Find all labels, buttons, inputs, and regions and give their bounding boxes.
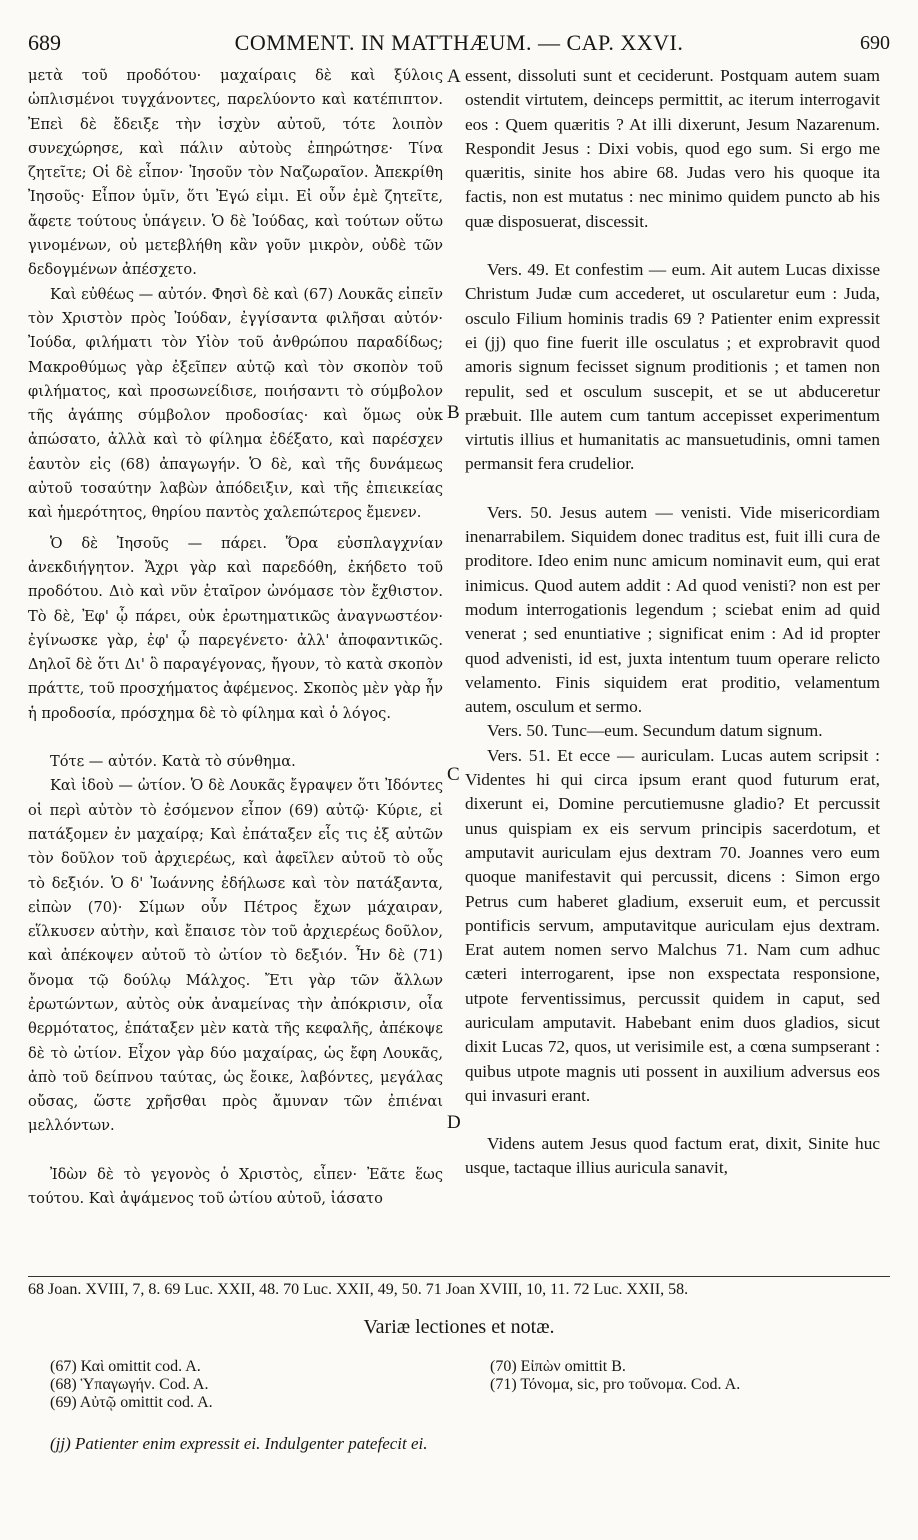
latin-paragraph: Videns autem Jesus quod factum erat, dixit, Sinite huc usque, tactaque illius auricula sanavit, [465, 1134, 880, 1178]
latin-paragraph: Vers. 51. Et ecce — auriculam. Lucas autem scripsit : Videntes hi qui circa ipsum erant quod futurum erat, dixerunt ei, Domine percutiemusne gladio? Et percussit unus quispiam ex eis servum principis sacerdotum, et amputavit auriculam ejus dextram 70. Joannes vero eum quoque manifestavit qui percussit, dicens : Simon ergo Petrus cum haberet gladium, exseruit eum, et percussit pontificis servum, amputavitque auriculam ejus dextram. Erat autem nomen servo Malchus 71. Nam cum adhuc cæteri interrogarent, ipse non exspectata responsione, utpote ferventissimus, percussit quidem in caput, sed auriculam amputavit. Habebant enim duos gladios, sicut dixit Lucas 72, quos, ut verisimile est, a cœna sumpserant : quibus utpote magnis uti possent in auxilium adversus eos qui invasuri erant. [465, 745, 880, 1105]
variant-note: (69) Αὐτῷ omittit cod. A. [50, 1394, 213, 1411]
page-number-left: 689 [28, 30, 61, 55]
margin-letter: A [447, 66, 461, 87]
margin-letter: B [447, 402, 460, 423]
latin-paragraph: Vers. 49. Et confestim — eum. Ait autem Lucas dixisse Christum Judæ cum accederet, ut oscularetur eum : Juda, osculo Filium hominis tradis 69 ? Patienter enim expressit ei (jj) quo fine fuerit ille osculatus ; et exprobravit quod amoris signum fecisset signum proditionis ; et tamen non repulit, sed et osculum suscepit, et se ut abduceretur præbuit. Ille autem cum tantum accepisset experimentum virtutis illius et humanitatis ac mansuetudinis, omni tamen permansit fera crudelior. [465, 260, 880, 474]
variant-note: (71) Τόνομα, sic, pro τοὔνομα. Cod. A. [490, 1376, 741, 1393]
margin-letter: C [447, 764, 460, 785]
greek-paragraph: Ὁ δὲ Ἰησοῦς — πάρει. Ὅρα εὐσπλαγχνίαν ἀνεκδιήγητον. Ἄχρι γὰρ καὶ παρεδόθη, ἐκήδετο τοῦ προδότου. Διὸ καὶ νῦν ἑταῖρον ὠνόμασε τὸν ἔχθιστον. Τὸ δὲ, Ἐφ' ᾧ πάρει, οὐκ ἐρωτηματικῶς ἀναγνωστέον· ἐγίνωσκε γὰρ, ἐφ' ᾧ παρεγένετο· ἀλλ' ἀποφαντικῶς. Δηλοῖ δὲ ὅτι Δι' ὃ παραγέγονας, ἤγουν, τὸ κατὰ σκοπὸν πράττε, τοῦ προσχήματος ἀφέμενος. Σκοπὸς μὲν γὰρ ἦν ἡ προδοσία, πρόσχημα δὲ τὸ φίλημα καὶ ὁ λόγος. [28, 534, 443, 722]
latin-column [465, 64, 880, 1181]
latin-paragraph: Vers. 50. Jesus autem — venisti. Vide misericordiam inenarrabilem. Siquidem donec traditus est, fuit illi cura de proditore. Ideo enim nunc amicum nominavit eum, qui erat inimicus. Quod autem addit : Ad quod venisti? non est per modum interrogationis legendum ; sciebat enim ad quid venerat ; sed enuntiative ; significat enim : Ad id propter quod advenisti, id est, juxta intentum tuum operare relicto velamento. Finis siquidem erat proditio, velamentum autem, osculum et sermo. [465, 502, 880, 717]
latin-paragraph: essent, dissoluti sunt et ceciderunt. Postquam autem suam ostendit virtutem, deinceps permittit, ac iterum interrogavit eos : Quem quæritis ? At illi dixerunt, Jesum Nazarenum. Respondit Jesus : Dixi vobis, quod ego sum. Si ergo me quæritis, sinite hos abire 68. Judas vero his quoque ita factis, non est mutatus : nec minimo quidem puncto ab his quæ disposuerat, discessit. [465, 66, 880, 231]
greek-paragraph: Καὶ εὐθέως — αὐτόν. Φησὶ δὲ καὶ (67) Λουκᾶς εἰπεῖν τὸν Χριστὸν πρὸς Ἰούδαν, ἐγγίσαντα φιλῆσαι αὐτόν· Ἰούδα, φιλήματι τὸν Υἱὸν τοῦ ἀνθρώπου παραδίδως; Μακροθύμως γὰρ ἐξεῖπεν αὐτῷ καὶ τὸν σκοπὸν τοῦ φιλήματος, καὶ προσωνείδισε, ποιήσαντι τὸ σύμβολον τῆς ἀγάπης σύμβολον προδοσίας· καὶ ὅμως οὐκ ἀπώσατο, ἀλλὰ καὶ τὸ φίλημα ἐδέξατο, καὶ παρέσχεν ἑαυτὸν εἰς (68) ἀπαγωγήν. Ὁ δὲ, καὶ τῆς δυνάμεως αὐτοῦ τοσαύτην λαβὼν ἀπόδειξιν, καὶ τῆς ἐπιεικείας καὶ ἡμερότητος, θηρίου παντὸς χαλεπώτερος ἔμενεν. [28, 285, 443, 522]
greek-paragraph: Ἰδὼν δὲ τὸ γεγονὸς ὁ Χριστὸς, εἶπεν· Ἐᾶτε ἕως τούτου. Καὶ ἀψάμενος τοῦ ὠτίου αὐτοῦ, ἰάσατο [28, 1165, 443, 1208]
scripture-footnotes: 68 Joan. XVIII, 7, 8. 69 Luc. XXII, 48. 70 Luc. XXII, 49, 50. 71 Joan XVIII, 10, 11. 72 Luc. XXII, 58. [28, 1276, 890, 1299]
variae-title: Variæ lectiones et notæ. [363, 1316, 555, 1338]
running-header [28, 30, 890, 60]
variant-note: (70) Εἰπὼν omittit B. [490, 1358, 626, 1375]
page-number-right: 690 [860, 32, 890, 54]
variae-right [490, 1358, 740, 1394]
margin-letter: D [447, 1112, 461, 1133]
variae-left [50, 1358, 213, 1412]
variant-note: (67) Καὶ omittit cod. A. [50, 1358, 201, 1375]
greek-paragraph: Καὶ ἰδοὺ — ὠτίον. Ὁ δὲ Λουκᾶς ἔγραψεν ὅτι Ἰδόντες οἱ περὶ αὐτὸν τὸ ἐσόμενον εἶπον (69) αὐτῷ· Κύριε, εἰ πατάξομεν ἐν μαχαίρᾳ; Καὶ ἐπάταξεν εἷς τις ἐξ αὐτῶν τὸν δοῦλον τοῦ ἀρχιερέως, καὶ ἀφεῖλεν αὐτοῦ τὸ οὖς τὸ δεξιόν. Ὁ δ' Ἰωάννης ἐδήλωσε καὶ τὸν πατάξαντα, εἰπὼν (70)· Σίμων οὖν Πέτρος ἔχων μάχαιραν, εἵλκυσεν αὐτὴν, καὶ ἔπαισε τὸν τοῦ ἀρχιερέως δοῦλον, καὶ ἀπέκοψεν αὐτοῦ τὸ ὠτίον τὸ δεξιόν. Ἦν δὲ (71) ὄνομα τῷ δούλῳ Μάλχος. Ἔτι γὰρ τῶν ἄλλων ἐρωτώντων, αὐτὸς οὐκ ἀναμείνας τὴν ἀπόκρισιν, οἷα θερμότατος, ἐπάταξεν μὲν κατὰ τῆς κεφαλῆς, ἀπέκοψε δὲ τὸ ὠτίον. Εἶχον γὰρ δύο μαχαίρας, ὡς ἔφη Λουκᾶς, ἀπὸ τοῦ δείπνου ταύτας, ὡς ἔοικε, λαβόντες, μεγάλας οὔσας, ὥστε χρῆσθαι πρὸς ἄμυναν τῶν ἐπιέναι μελλόντων. [28, 777, 443, 1135]
note-jj [50, 1434, 890, 1454]
variant-note: (68) Ὑπαγωγήν. Cod. A. [50, 1376, 209, 1393]
note-jj-text: (jj) Patienter enim expressit ei. Indulgenter patefecit ei. [50, 1434, 428, 1453]
greek-column [28, 64, 443, 1211]
running-title: COMMENT. IN MATTHÆUM. — CAP. XXVI. [234, 30, 684, 55]
latin-paragraph: Vers. 50. Tunc—eum. Secundum datum signum. [487, 721, 823, 741]
greek-paragraph: μετὰ τοῦ προδότου· μαχαίραις δὲ καὶ ξύλοις ὡπλισμένοι τυγχάνοντες, παρελύοντο καὶ κατέπιπτον. Ἐπεὶ δὲ ἔδειξε τὴν ἰσχὺν αὐτοῦ, τότε λοιπὸν συνεχώρησε, καὶ πάλιν αὐτοὺς ἐπηρώτησε· Τίνα ζητεῖτε; Οἱ δὲ εἶπον· Ἰησοῦν τὸν Ναζωραῖον. Ἀπεκρίθη Ἰησοῦς· Εἶπον ὑμῖν, ὅτι Ἐγώ εἰμι. Εἰ οὖν ἐμὲ ζητεῖτε, ἄφετε τούτους ὑπάγειν. Ὁ δὲ Ἰούδας, καὶ τούτων οὕτω γινομένων, οὐ μετεβλήθη κἂν γοῦν μικρὸν, οὐδὲ τῶν δεδογμένων ἀπέσχετο. [28, 67, 443, 279]
greek-paragraph: Τότε — αὐτόν. Κατὰ τὸ σύνθημα. [50, 753, 296, 771]
